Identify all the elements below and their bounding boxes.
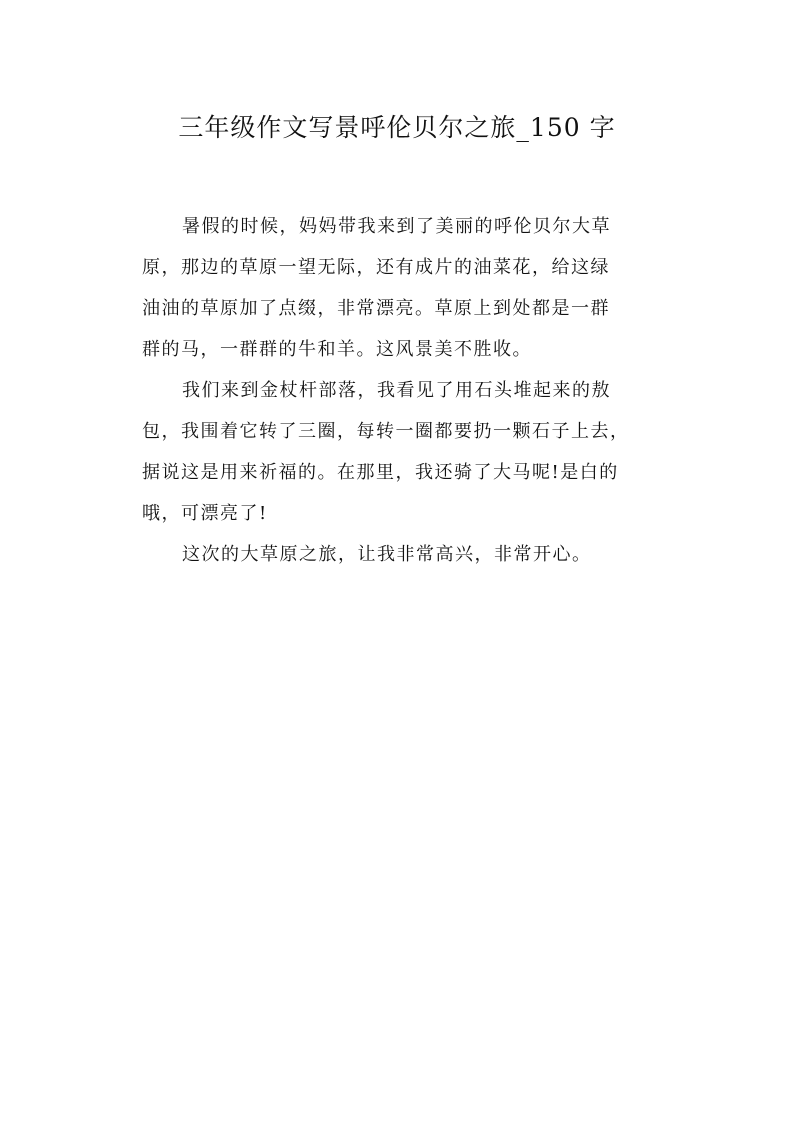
text-line: 原，那边的草原一望无际，还有成片的油菜花，给这绿	[142, 257, 610, 278]
text-line: 据说这是用来祈福的。在那里，我还骑了大马呢!是白的	[142, 462, 619, 483]
text-line: 暑假的时候，妈妈带我来到了美丽的呼伦贝尔大草	[182, 216, 611, 237]
document-body	[142, 206, 662, 575]
text-line: 油油的草原加了点缀，非常漂亮。草原上到处都是一群	[142, 298, 610, 319]
paragraph-1	[142, 206, 662, 370]
paragraph-2	[142, 370, 662, 534]
document-title: 三年级作文写景呼伦贝尔之旅_150 字	[178, 113, 616, 142]
paragraph-3	[142, 534, 662, 575]
text-line: 我们来到金杖杆部落，我看见了用石头堆起来的敖	[182, 380, 611, 401]
text-line: 这次的大草原之旅，让我非常高兴，非常开心。	[182, 544, 592, 565]
text-line: 群的马，一群群的牛和羊。这风景美不胜收。	[142, 339, 532, 360]
text-line: 哦，可漂亮了!	[142, 503, 268, 524]
text-line: 包，我围着它转了三圈，每转一圈都要扔一颗石子上去，	[142, 421, 630, 442]
